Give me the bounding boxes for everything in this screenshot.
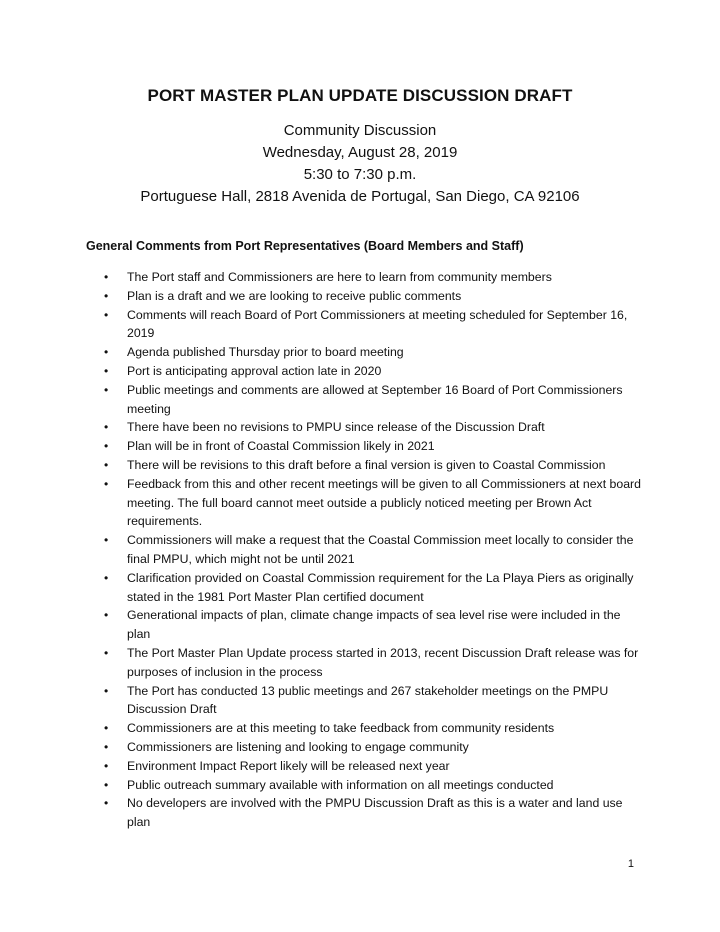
bullet-icon: • xyxy=(104,363,109,378)
list-item-text: Public meetings and comments are allowed at September 16 Board of Port Commissioners meeting xyxy=(127,382,623,416)
list-item xyxy=(104,362,644,381)
list-item xyxy=(104,268,644,287)
bullet-icon: • xyxy=(104,796,109,811)
list-item-text: Public outreach summary available with information on all meetings conducted xyxy=(127,777,554,792)
bullet-icon: • xyxy=(104,608,109,623)
list-item-text: Environment Impact Report likely will be released next year xyxy=(127,758,450,773)
bullet-icon: • xyxy=(104,270,109,284)
list-item-text: Port is anticipating approval action late in 2020 xyxy=(127,363,382,378)
list-item xyxy=(104,738,644,757)
bullet-icon: • xyxy=(104,758,109,773)
list-item xyxy=(104,456,644,475)
bullet-icon: • xyxy=(104,345,109,360)
list-item xyxy=(104,719,644,738)
list-item-text: Commissioners will make a request that the Coastal Commission meet locally to consider the final PMPU, which might not be until 2021 xyxy=(127,533,634,566)
list-item xyxy=(104,475,644,531)
list-item xyxy=(104,531,644,569)
list-item-text: The Port has conducted 13 public meetings and 267 stakeholder meetings on the PMPU Discussion Draft xyxy=(127,683,609,717)
event-time: 5:30 to 7:30 p.m. xyxy=(303,166,417,183)
bullet-icon: • xyxy=(104,457,109,472)
list-item-text: Comments will reach Board of Port Commissioners at meeting scheduled for September 16, 2019 xyxy=(127,307,628,341)
list-item-text: There have been no revisions to PMPU since release of the Discussion Draft xyxy=(127,420,545,435)
bullet-icon: • xyxy=(104,683,109,698)
document-title: PORT MASTER PLAN UPDATE DISCUSSION DRAFT xyxy=(147,86,573,105)
event-info xyxy=(0,120,720,208)
list-item-text: Generational impacts of plan, climate change impacts of sea level rise were included in the plan xyxy=(127,608,621,642)
list-item-text: Agenda published Thursday prior to board meeting xyxy=(127,345,404,360)
list-item xyxy=(104,682,644,720)
list-item xyxy=(104,757,644,776)
event-location: Portuguese Hall, 2818 Avenida de Portugal, San Diego, CA 92106 xyxy=(140,188,580,205)
bullet-icon: • xyxy=(104,476,109,491)
event-date: Wednesday, August 28, 2019 xyxy=(262,144,458,161)
list-item-text: Feedback from this and other recent meetings will be given to all Commissioners at next board meeting. The full board cannot meet outside a publicly noticed meeting per Brown Act requirements. xyxy=(127,476,641,529)
list-item xyxy=(104,644,644,682)
bullet-icon: • xyxy=(104,645,109,660)
list-item xyxy=(104,776,644,795)
list-item xyxy=(104,569,644,607)
list-item xyxy=(104,437,644,456)
list-item xyxy=(104,381,644,419)
list-item-text: There will be revisions to this draft before a final version is given to Coastal Commission xyxy=(127,457,606,472)
bullet-icon: • xyxy=(104,739,109,754)
list-item-text: The Port staff and Commissioners are here to learn from community members xyxy=(127,270,552,284)
bullet-icon: • xyxy=(104,533,109,548)
bullet-icon: • xyxy=(104,307,109,322)
bullet-icon: • xyxy=(104,439,109,454)
list-item-text: Commissioners are listening and looking to engage community xyxy=(127,739,469,754)
bullet-icon: • xyxy=(104,777,109,792)
list-item-text: Clarification provided on Coastal Commission requirement for the La Playa Piers as originally stated in the 1981 Port Master Plan certified document xyxy=(127,570,634,604)
list-item xyxy=(104,418,644,437)
list-item-text: No developers are involved with the PMPU Discussion Draft as this is a water and land use plan xyxy=(127,796,623,830)
bullet-icon: • xyxy=(104,382,109,397)
bullet-icon: • xyxy=(104,288,109,303)
list-item-text: Plan is a draft and we are looking to receive public comments xyxy=(127,288,462,303)
event-name: Community Discussion xyxy=(283,122,437,139)
bullet-icon: • xyxy=(104,420,109,435)
list-item-text: The Port Master Plan Update process started in 2013, recent Discussion Draft release was for purposes of inclusion in the process xyxy=(127,645,639,679)
list-item xyxy=(104,343,644,362)
page-number: 1 xyxy=(627,858,634,870)
list-item xyxy=(104,794,644,832)
list-item xyxy=(104,306,644,344)
list-item xyxy=(104,287,644,306)
list-item-text: Plan will be in front of Coastal Commission likely in 2021 xyxy=(127,439,435,454)
list-item xyxy=(104,606,644,644)
bullet-icon: • xyxy=(104,570,109,585)
list-item-text: Commissioners are at this meeting to take feedback from community residents xyxy=(127,721,555,736)
comments-list xyxy=(104,268,644,832)
bullet-icon: • xyxy=(104,721,109,736)
section-heading: General Comments from Port Representatives (Board Members and Staff) xyxy=(86,239,524,253)
